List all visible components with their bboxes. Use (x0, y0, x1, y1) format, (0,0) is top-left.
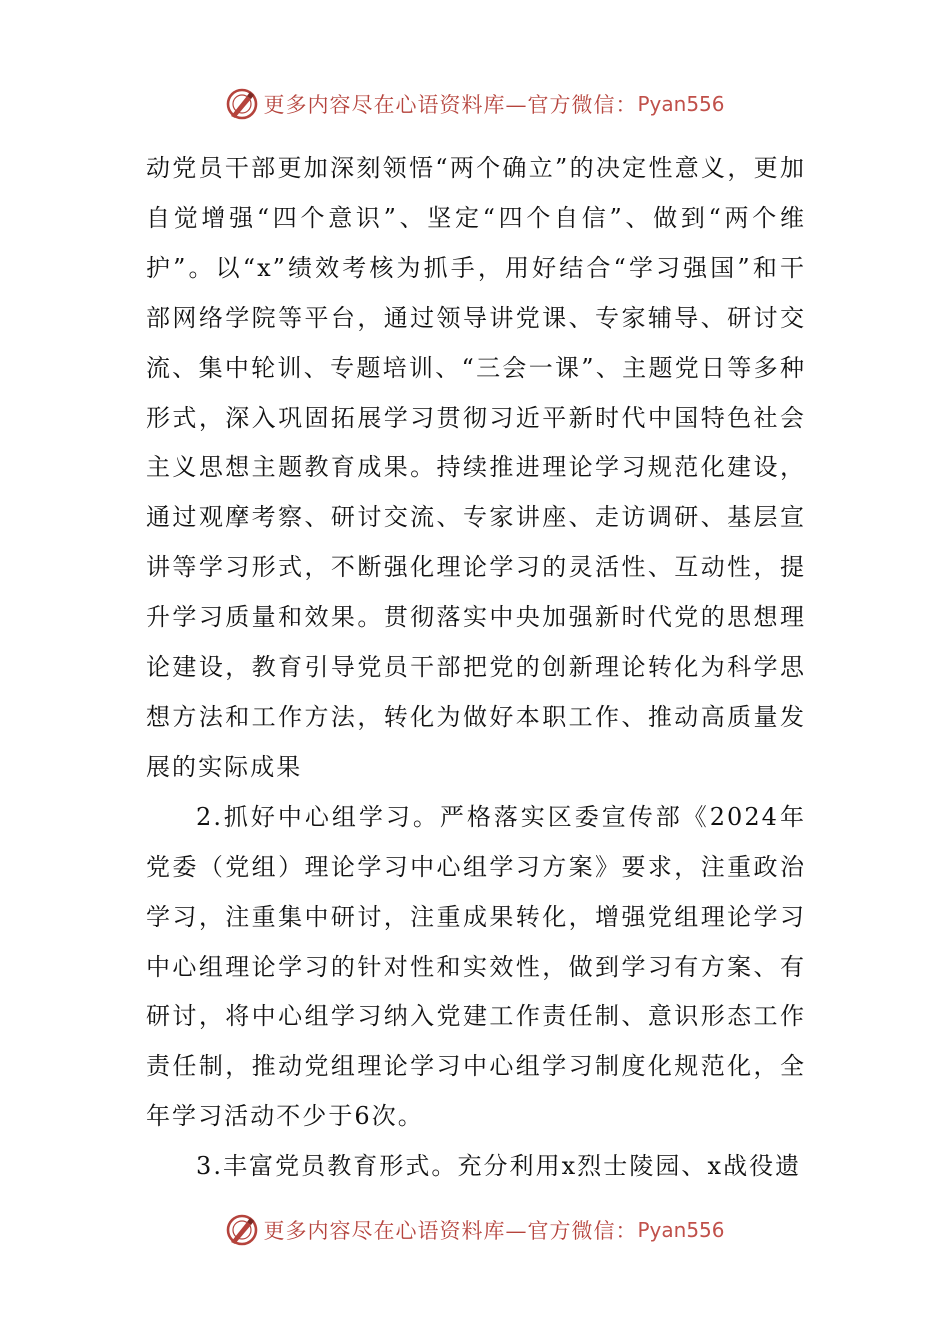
header-banner (0, 84, 950, 124)
paragraph-continued: 动党员干部更加深刻领悟“两个确立”的决定性意义，更加自觉增强“四个意识”、坚定“四个自信”、做到“两个维护”。以“x”绩效考核为抓手，用好结合“学习强国”和干部网络学院等平台，通过领导讲党课、专家辅导、研讨交流、集中轮训、专题培训、“三会一课”、主题党日等多种形式，深入巩固拓展学习贯彻习近平新时代中国特色社会主义思想主题教育成果。持续推进理论学习规范化建设，通过观摩考察、研讨交流、专家讲座、走访调研、基层宣讲等学习形式，不断强化理论学习的灵活性、互动性，提升学习质量和效果。贯彻落实中央加强新时代党的思想理论建设，教育引导党员干部把党的创新理论转化为科学思想方法和工作方法，转化为做好本职工作、推动高质量发展的实际成果 (146, 154, 806, 781)
header-banner-text: 更多内容尽在心语资料库—官方微信： (263, 93, 638, 117)
footer-banner (0, 1210, 950, 1250)
pen-circle-logo-icon (225, 1213, 259, 1247)
paragraph-item-2: 2.抓好中心组学习。严格落实区委宣传部《2024年党委（党组）理论学习中心组学习方案》要求，注重政治学习，注重集中研讨，注重成果转化，增强党组理论学习中心组理论学习的针对性和实效性，做到学习有方案、有研讨，将中心组学习纳入党建工作责任制、意识形态工作责任制，推动党组理论学习中心组学习制度化规范化，全年学习活动不少于6次。 (146, 802, 806, 1131)
document-body (146, 144, 806, 1192)
footer-banner-text: 更多内容尽在心语资料库—官方微信： (263, 1219, 638, 1243)
paragraph-item-3: 3.丰富党员教育形式。充分利用x烈士陵园、x战役遗 (196, 1152, 802, 1181)
pen-circle-logo-icon (225, 87, 259, 121)
header-banner-wechat-id: Pyan556 (637, 92, 725, 116)
footer-banner-wechat-id: Pyan556 (637, 1218, 725, 1242)
